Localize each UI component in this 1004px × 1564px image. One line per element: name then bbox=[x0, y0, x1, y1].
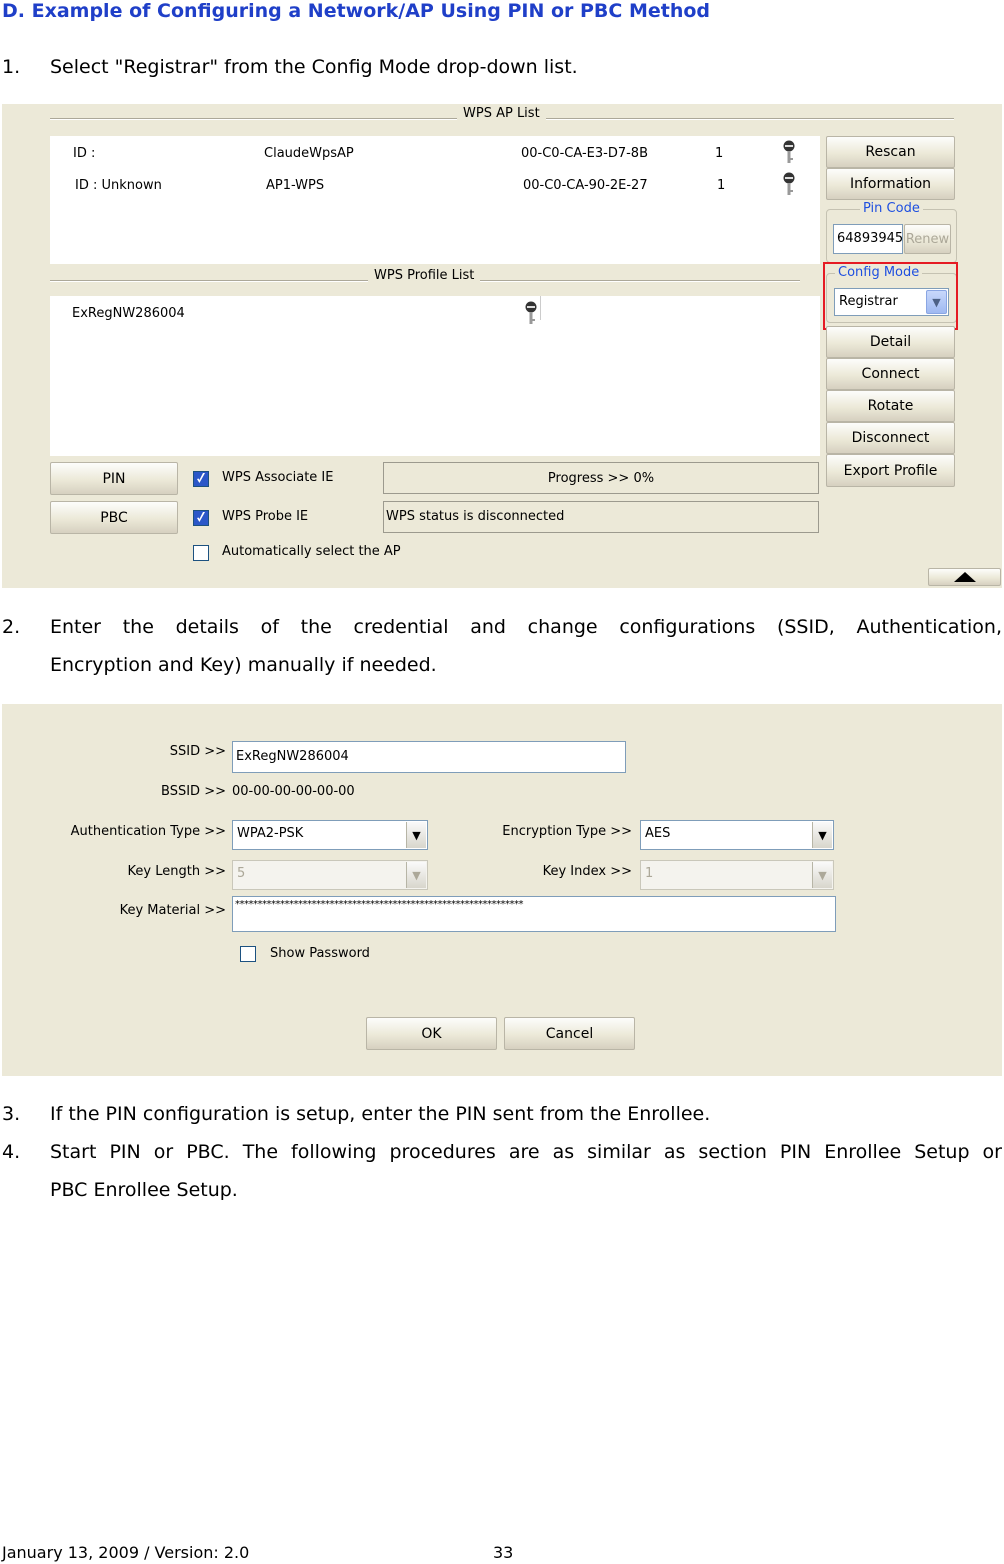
auto-select-ap-label: Automatically select the AP bbox=[222, 544, 401, 559]
disconnect-button[interactable]: Disconnect bbox=[826, 422, 955, 454]
step-text: If the PIN configuration is setup, enter the PIN sent from the Enrollee. bbox=[50, 1103, 711, 1125]
chevron-down-icon: ▼ bbox=[812, 822, 832, 848]
enc-type-label: Encryption Type >> bbox=[502, 824, 632, 839]
ssid-input[interactable]: ExRegNW286004 bbox=[232, 741, 626, 773]
auto-select-ap-checkbox[interactable] bbox=[193, 545, 209, 561]
status-text: WPS status is disconnected bbox=[386, 509, 565, 524]
ap-mac: 00-C0-CA-E3-D7-8B bbox=[521, 146, 648, 161]
ap-count: 1 bbox=[717, 178, 726, 193]
table-row[interactable] bbox=[50, 136, 820, 168]
pbc-button[interactable]: PBC bbox=[50, 501, 178, 534]
page-number: 33 bbox=[493, 1543, 514, 1562]
list-item[interactable] bbox=[50, 296, 540, 330]
pin-code-field[interactable]: 64893945 bbox=[833, 224, 903, 254]
key-length-select[interactable] bbox=[232, 860, 428, 890]
key-icon bbox=[782, 172, 796, 198]
key-material-label: Key Material >> bbox=[119, 903, 226, 918]
cancel-button[interactable]: Cancel bbox=[504, 1017, 635, 1050]
chevron-down-icon: ▼ bbox=[812, 862, 832, 888]
chevron-down-icon: ▼ bbox=[406, 822, 426, 848]
config-mode-label: Config Mode bbox=[835, 265, 922, 280]
key-index-select[interactable] bbox=[640, 860, 834, 890]
wps-panel-screenshot bbox=[2, 104, 1002, 588]
ap-name: AP1-WPS bbox=[266, 178, 325, 193]
key-index-value: 1 bbox=[645, 866, 654, 881]
bssid-value: 00-00-00-00-00-00 bbox=[232, 784, 355, 799]
rescan-button[interactable]: Rescan bbox=[826, 136, 955, 168]
auth-type-label: Authentication Type >> bbox=[70, 824, 226, 839]
triangle-up-icon bbox=[954, 572, 976, 582]
config-mode-value: Registrar bbox=[839, 294, 898, 309]
key-material-input[interactable]: **************************************************************** bbox=[232, 896, 836, 932]
ok-button[interactable]: OK bbox=[366, 1017, 497, 1050]
wps-associate-ie-label: WPS Associate IE bbox=[222, 470, 334, 485]
section-heading: D. Example of Configuring a Network/AP Using PIN or PBC Method bbox=[2, 0, 711, 22]
key-icon bbox=[782, 140, 796, 166]
export-profile-button[interactable]: Export Profile bbox=[826, 454, 955, 487]
detail-button[interactable]: Detail bbox=[826, 326, 955, 358]
wps-ap-list-title: WPS AP List bbox=[457, 106, 546, 121]
step-number: 2. bbox=[2, 616, 21, 638]
wps-profile-list[interactable] bbox=[50, 296, 820, 456]
ap-id: ID : bbox=[73, 146, 96, 161]
information-button[interactable]: Information bbox=[826, 168, 955, 200]
wps-probe-ie-label: WPS Probe IE bbox=[222, 509, 309, 524]
renew-button[interactable]: Renew bbox=[904, 224, 951, 254]
ap-mac: 00-C0-CA-90-2E-27 bbox=[523, 178, 648, 193]
step-text-line-2: PBC Enrollee Setup. bbox=[50, 1179, 238, 1201]
step-text-line-1: Start PIN or PBC. The following procedures are as similar as section PIN Enrollee Setup or bbox=[50, 1141, 1002, 1163]
profile-name: ExRegNW286004 bbox=[72, 306, 185, 321]
credential-panel-screenshot bbox=[2, 704, 1002, 1076]
table-row[interactable] bbox=[50, 168, 820, 200]
wps-probe-ie-checkbox[interactable] bbox=[193, 510, 209, 526]
key-length-label: Key Length >> bbox=[127, 864, 226, 879]
collapse-button[interactable] bbox=[928, 568, 1001, 586]
pin-code-label: Pin Code bbox=[860, 201, 923, 216]
auth-type-select[interactable] bbox=[232, 820, 428, 850]
step-text-line-2: Encryption and Key) manually if needed. bbox=[50, 654, 437, 676]
ap-count: 1 bbox=[715, 146, 724, 161]
wps-ap-list[interactable] bbox=[50, 136, 820, 264]
rotate-button[interactable]: Rotate bbox=[826, 390, 955, 422]
pin-code-group bbox=[826, 201, 957, 263]
footer-date-version: January 13, 2009 / Version: 2.0 bbox=[2, 1543, 250, 1562]
pin-button[interactable]: PIN bbox=[50, 462, 178, 495]
bssid-label: BSSID >> bbox=[161, 784, 226, 799]
chevron-down-icon: ▼ bbox=[926, 290, 947, 314]
key-icon bbox=[524, 301, 538, 327]
enc-type-select[interactable] bbox=[640, 820, 834, 850]
step-number: 1. bbox=[2, 56, 21, 78]
progress-bar bbox=[383, 462, 819, 494]
show-password-checkbox[interactable] bbox=[240, 946, 256, 962]
progress-text: Progress >> 0% bbox=[547, 470, 655, 486]
chevron-down-icon: ▼ bbox=[406, 862, 426, 888]
connect-button[interactable]: Connect bbox=[826, 358, 955, 390]
ap-id: ID : Unknown bbox=[75, 178, 162, 193]
key-length-value: 5 bbox=[237, 866, 246, 881]
show-password-label: Show Password bbox=[270, 946, 370, 961]
step-number: 3. bbox=[2, 1103, 21, 1125]
enc-type-value: AES bbox=[645, 826, 671, 841]
highlight-box bbox=[823, 262, 958, 330]
wps-associate-ie-checkbox[interactable] bbox=[193, 471, 209, 487]
key-index-label: Key Index >> bbox=[542, 864, 632, 879]
step-text: Select "Registrar" from the Config Mode drop-down list. bbox=[50, 56, 578, 78]
step-text-line-1: Enter the details of the credential and change configurations (SSID, Authentication, bbox=[50, 616, 1002, 638]
status-box bbox=[383, 501, 819, 533]
auth-type-value: WPA2-PSK bbox=[237, 826, 304, 841]
step-number: 4. bbox=[2, 1141, 21, 1163]
ap-name: ClaudeWpsAP bbox=[264, 146, 354, 161]
wps-profile-list-title: WPS Profile List bbox=[368, 268, 480, 283]
ssid-label: SSID >> bbox=[169, 744, 226, 759]
